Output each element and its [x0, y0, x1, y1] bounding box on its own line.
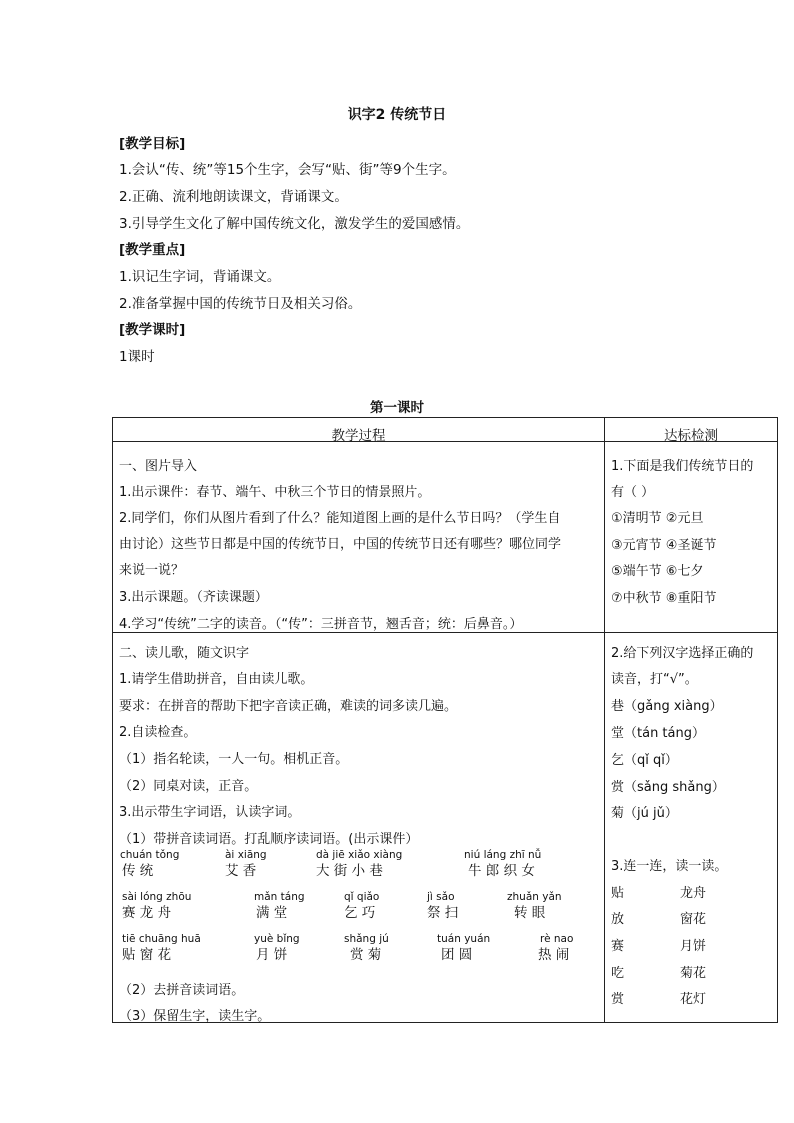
check-q2-line: 2.给下列汉字选择正确的: [611, 646, 754, 661]
word-hanzi: 赛 龙 舟: [122, 905, 172, 921]
word-pinyin: yuè bǐng: [254, 933, 300, 945]
section2-line: 3.出示带生字词语，认读字词。: [119, 805, 301, 820]
match-left-item: 放: [611, 912, 625, 927]
word-pinyin: sài lóng zhōu: [122, 891, 192, 903]
section2-line: （3）保留生字，读生字。: [119, 1009, 271, 1024]
objective-item: 3.引导学生文化了解中国传统文化，激发学生的爱国感情。: [119, 216, 470, 232]
word-pinyin: zhuǎn yǎn: [507, 891, 562, 903]
word-hanzi: 牛 郎 织 女: [468, 863, 535, 879]
word-hanzi: 热 闹: [538, 947, 570, 963]
table-border-right: [777, 417, 778, 1023]
section2-heading: 二、读儿歌，随文识字: [119, 646, 250, 661]
word-pinyin: tiē chuāng huā: [122, 933, 201, 945]
section2-line: 要求：在拼音的帮助下把字音读正确，难读的词多读几遍。: [119, 699, 458, 714]
match-right-item: 月饼: [680, 939, 707, 954]
match-right-item: 菊花: [680, 966, 707, 981]
section2-line: 2.自读检查。: [119, 725, 197, 740]
column-header-check: 达标检测: [664, 428, 718, 444]
section1-line: 3.出示课题。（齐读课题）: [119, 590, 268, 605]
key-point-item: 1.识记生字词，背诵课文。: [119, 269, 281, 285]
match-left-item: 赏: [611, 992, 625, 1007]
check-q1-line: 1.下面是我们传统节日的: [611, 459, 754, 474]
match-left-item: 贴: [611, 886, 625, 901]
class-hours-heading: [教学课时]: [119, 322, 186, 338]
word-pinyin: shǎng jú: [344, 933, 389, 945]
section1-line: 4.学习“传统”二字的读音。（“传”：三拼音节，翘舌音；统：后鼻音。）: [119, 617, 523, 632]
section2-line: 1.请学生借助拼音，自由读儿歌。: [119, 672, 314, 687]
section2-line: （2）去拼音读词语。: [119, 983, 245, 998]
word-hanzi: 乞 巧: [344, 905, 376, 921]
section2-line: （1）带拼音读词语。打乱顺序读词语。(出示课件）: [119, 832, 419, 847]
section1-line: 2.同学们，你们从图片看到了什么？能知道图上画的是什么节日吗？（学生自: [119, 511, 561, 526]
check-q2-item: 赏（sǎng shǎng）: [611, 780, 725, 795]
section1-line: 来说一说？: [119, 563, 185, 578]
word-hanzi: 月 饼: [256, 947, 288, 963]
check-q2-item: 堂（tán táng）: [611, 726, 705, 741]
check-q1-option: ③元宵节 ④圣诞节: [611, 538, 717, 553]
match-right-item: 龙舟: [680, 886, 707, 901]
check-q2-item: 乞（qǐ qǐ）: [611, 753, 678, 768]
match-right-item: 花灯: [680, 992, 707, 1007]
lesson-title: 第一课时: [370, 400, 424, 416]
word-pinyin: mǎn táng: [254, 891, 305, 903]
check-q1-option: ⑤端午节 ⑥七夕: [611, 564, 704, 579]
word-pinyin: ài xiāng: [225, 849, 267, 861]
word-pinyin: chuán tǒng: [120, 849, 180, 861]
document-title: 识字2 传统节日: [347, 107, 447, 123]
section2-line: （1）指名轮读，一人一句。相机正音。: [119, 752, 349, 767]
word-hanzi: 祭 扫: [427, 905, 459, 921]
match-left-item: 吃: [611, 966, 625, 981]
table-column-divider: [604, 417, 605, 1023]
word-hanzi: 转 眼: [514, 905, 546, 921]
objectives-heading: [教学目标]: [119, 136, 186, 152]
objective-item: 2.正确、流利地朗读课文，背诵课文。: [119, 189, 348, 205]
key-points-heading: [教学重点]: [119, 242, 186, 258]
objective-item: 1.会认“传、统”等15个生字，会写“贴、街”等9个生字。: [119, 162, 456, 178]
word-pinyin: dà jiē xiǎo xiàng: [316, 849, 403, 861]
class-hours-value: 1课时: [119, 349, 155, 365]
table-border-top: [112, 417, 778, 418]
table-row-divider: [112, 632, 778, 633]
table-border-left: [112, 417, 113, 1023]
section1-line: 1.出示课件：春节、端午、中秋三个节日的情景照片。: [119, 485, 431, 500]
check-q3-title: 3.连一连，读一读。: [611, 859, 728, 874]
section2-line: （2）同桌对读，正音。: [119, 779, 258, 794]
check-q2-item: 菊（jú jǔ）: [611, 806, 678, 821]
word-pinyin: jì sǎo: [427, 891, 455, 903]
match-right-item: 窗花: [680, 912, 707, 927]
section1-heading: 一、图片导入: [119, 459, 198, 474]
word-hanzi: 贴 窗 花: [122, 947, 172, 963]
check-q2-line: 读音，打“√”。: [611, 672, 698, 687]
word-pinyin: tuán yuán: [437, 933, 491, 945]
word-hanzi: 团 圆: [441, 947, 473, 963]
word-pinyin: niú láng zhī nǚ: [464, 849, 542, 861]
word-hanzi: 赏 菊: [350, 947, 382, 963]
key-point-item: 2.准备掌握中国的传统节日及相关习俗。: [119, 296, 362, 312]
check-q1-option: ①清明节 ②元旦: [611, 511, 704, 526]
match-left-item: 赛: [611, 939, 625, 954]
word-pinyin: rè nao: [540, 933, 574, 945]
check-q1-line: 有（ ）: [611, 485, 655, 500]
word-hanzi: 传 统: [122, 863, 154, 879]
word-hanzi: 满 堂: [256, 905, 288, 921]
word-hanzi: 艾 香: [225, 863, 257, 879]
section1-line: 由讨论）这些节日都是中国的传统节日，中国的传统节日还有哪些？哪位同学: [119, 537, 562, 552]
word-hanzi: 大 街 小 巷: [316, 863, 383, 879]
word-pinyin: qǐ qiǎo: [344, 891, 380, 903]
column-header-process: 教学过程: [331, 428, 386, 444]
check-q2-item: 巷（gǎng xiàng）: [611, 699, 723, 714]
check-q1-option: ⑦中秋节 ⑧重阳节: [611, 591, 717, 606]
